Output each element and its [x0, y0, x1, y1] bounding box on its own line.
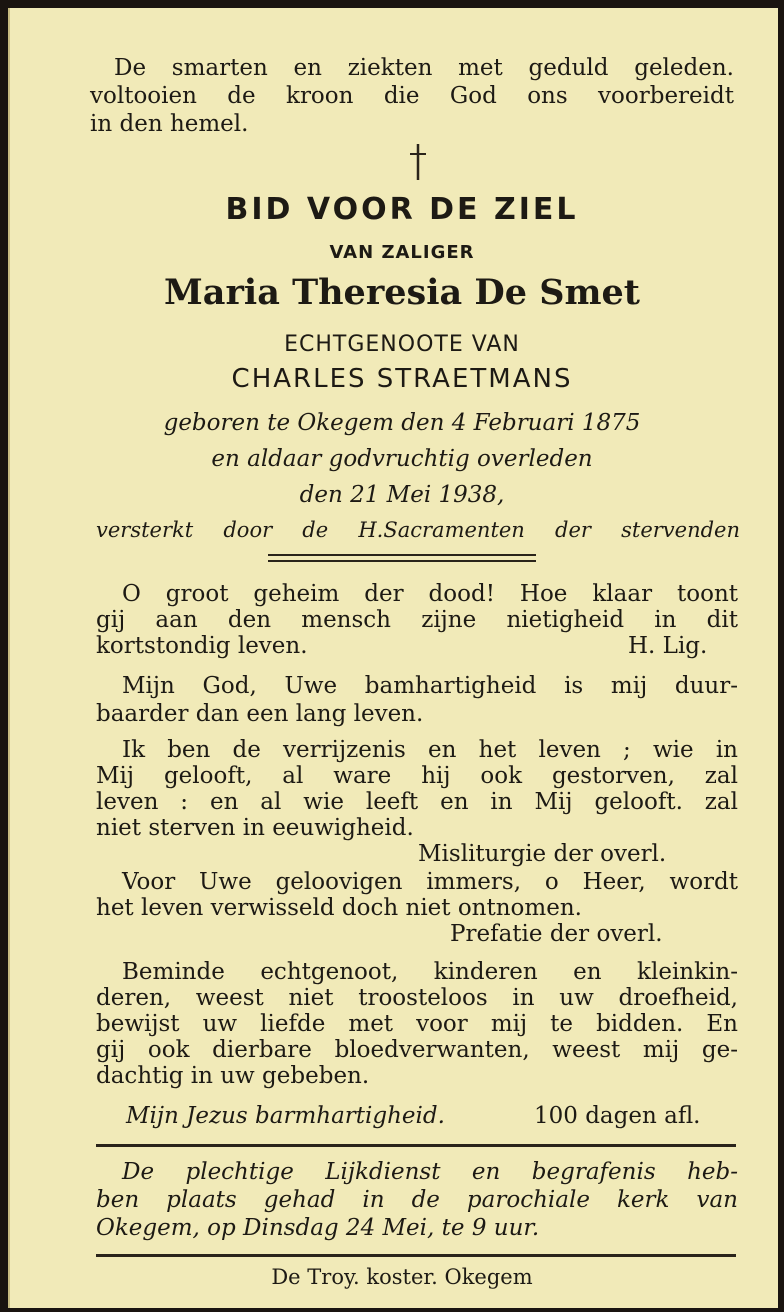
- verse-4-line-1: Voor Uwe geloovigen immers, o Heer, wordt: [122, 869, 738, 895]
- van-zaliger: VAN ZALIGER: [329, 242, 475, 263]
- funeral-line-2: ben plaats gehad in de parochiale kerk van: [96, 1187, 738, 1213]
- verse-2-line-2: baarder dan een lang leven.: [96, 701, 424, 727]
- funeral-line-1: De plechtige Lijkdienst en begrafenis heb-: [122, 1159, 738, 1185]
- verse-5-line-5: dachtig in uw gebeben.: [96, 1063, 370, 1089]
- verse-3-source: Misliturgie der overl.: [418, 841, 667, 867]
- indulgence-prayer: Mijn Jezus barmhartigheid.: [126, 1103, 445, 1129]
- verse-1-source: H. Lig.: [628, 633, 708, 659]
- verse-2-line-1: Mijn God, Uwe bamhartigheid is mij duur-: [122, 673, 738, 699]
- divider-bottom: [96, 1254, 736, 1257]
- verse-3-line-3: leven : en al wie leeft en in Mij gelooft. zal: [96, 789, 738, 815]
- memorial-card: [8, 8, 778, 1308]
- epigraph-line-3: in den hemel.: [90, 111, 249, 137]
- death-line-1: en aldaar godvruchtig overleden: [211, 446, 593, 472]
- spouse-name: CHARLES STRAETMANS: [231, 364, 573, 394]
- indulgence-days: 100 dagen afl.: [534, 1103, 701, 1129]
- printer-line: De Troy. koster. Okegem: [271, 1265, 533, 1289]
- verse-5-line-2: deren, weest niet troosteloos in uw droefheid,: [96, 985, 738, 1011]
- verse-1-line-1: O groot geheim der dood! Hoe klaar toont: [122, 581, 738, 607]
- funeral-line-3: Okegem, op Dinsdag 24 Mei, te 9 uur.: [96, 1215, 540, 1241]
- prayer-heading: BID VOOR DE ZIEL: [225, 192, 579, 227]
- verse-3-line-4: niet sterven in eeuwigheid.: [96, 815, 414, 841]
- death-date: den 21 Mei 1938,: [299, 482, 505, 508]
- verse-1-line-2: gij aan den mensch zijne nietigheid in dit: [96, 607, 738, 633]
- divider-top-1: [268, 554, 536, 556]
- deceased-name: Maria Theresia De Smet: [164, 272, 640, 313]
- divider-middle: [96, 1144, 736, 1147]
- birth-line: geboren te Okegem den 4 Februari 1875: [163, 410, 641, 436]
- verse-4-source: Prefatie der overl.: [450, 921, 663, 947]
- verse-1-line-3: kortstondig leven.: [96, 633, 308, 659]
- epigraph-line-2: voltooien de kroon die God ons voorbereidt: [90, 83, 734, 109]
- verse-4-line-2: het leven verwisseld doch niet ontnomen.: [96, 895, 582, 921]
- spouse-label: ECHTGENOOTE VAN: [284, 332, 520, 357]
- verse-5-line-4: gij ook dierbare bloedverwanten, weest mij ge-: [96, 1037, 738, 1063]
- cross-icon: [408, 142, 428, 182]
- epigraph-line-1: De smarten en ziekten met geduld geleden.: [114, 55, 734, 81]
- divider-top-2: [268, 560, 536, 562]
- verse-3-line-1: Ik ben de verrijzenis en het leven ; wie in: [122, 737, 738, 763]
- verse-5-line-1: Beminde echtgenoot, kinderen en kleinkin-: [122, 959, 738, 985]
- verse-3-line-2: Mij gelooft, al ware hij ook gestorven, zal: [96, 763, 738, 789]
- sacraments-line: versterkt door de H.Sacramenten der stervenden: [96, 518, 740, 542]
- verse-5-line-3: bewijst uw liefde met voor mij te bidden. En: [96, 1011, 738, 1037]
